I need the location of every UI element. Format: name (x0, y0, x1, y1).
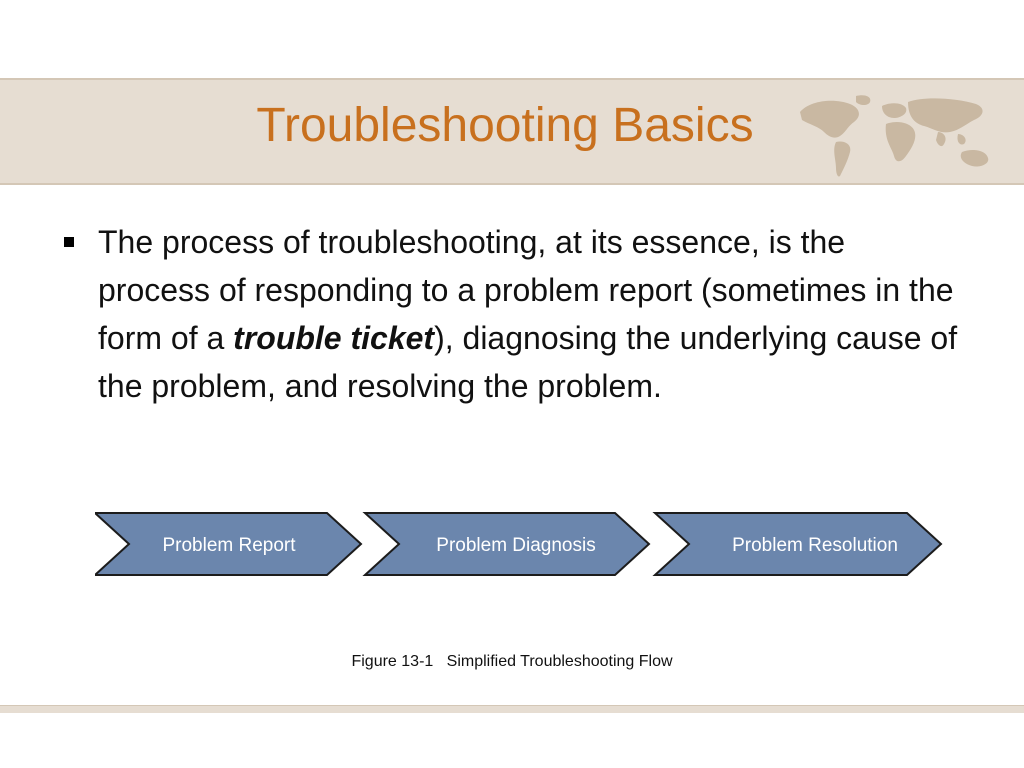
bullet-text-before: The process of troubleshooting, at its essence, is the process of responding to a problem report (sometimes in the form of a (98, 224, 954, 356)
bottom-divider (0, 705, 1024, 713)
flow-step-label: Problem Report (162, 535, 296, 556)
bullet-emphasis: trouble ticket (233, 320, 435, 356)
bullet-text (98, 218, 960, 410)
flow-step-label: Problem Diagnosis (436, 535, 596, 556)
figure-title: Simplified Troubleshooting Flow (446, 653, 673, 670)
title-band (0, 78, 1024, 185)
flow-step-problem-resolution (655, 513, 941, 575)
square-bullet-icon (64, 237, 74, 247)
bullet-point (60, 218, 960, 410)
troubleshooting-flow-diagram (95, 512, 945, 576)
flow-step-problem-report (95, 513, 361, 575)
bullet-text-after: ), diagnosing the underlying cause of the problem, and resolving the problem. (98, 320, 958, 404)
figure-number: Figure 13-1 (351, 653, 434, 670)
flow-step-label: Problem Resolution (732, 535, 898, 556)
slide-title: Troubleshooting Basics (256, 99, 754, 152)
figure-caption (0, 653, 1024, 671)
flow-step-problem-diagnosis (365, 513, 649, 575)
